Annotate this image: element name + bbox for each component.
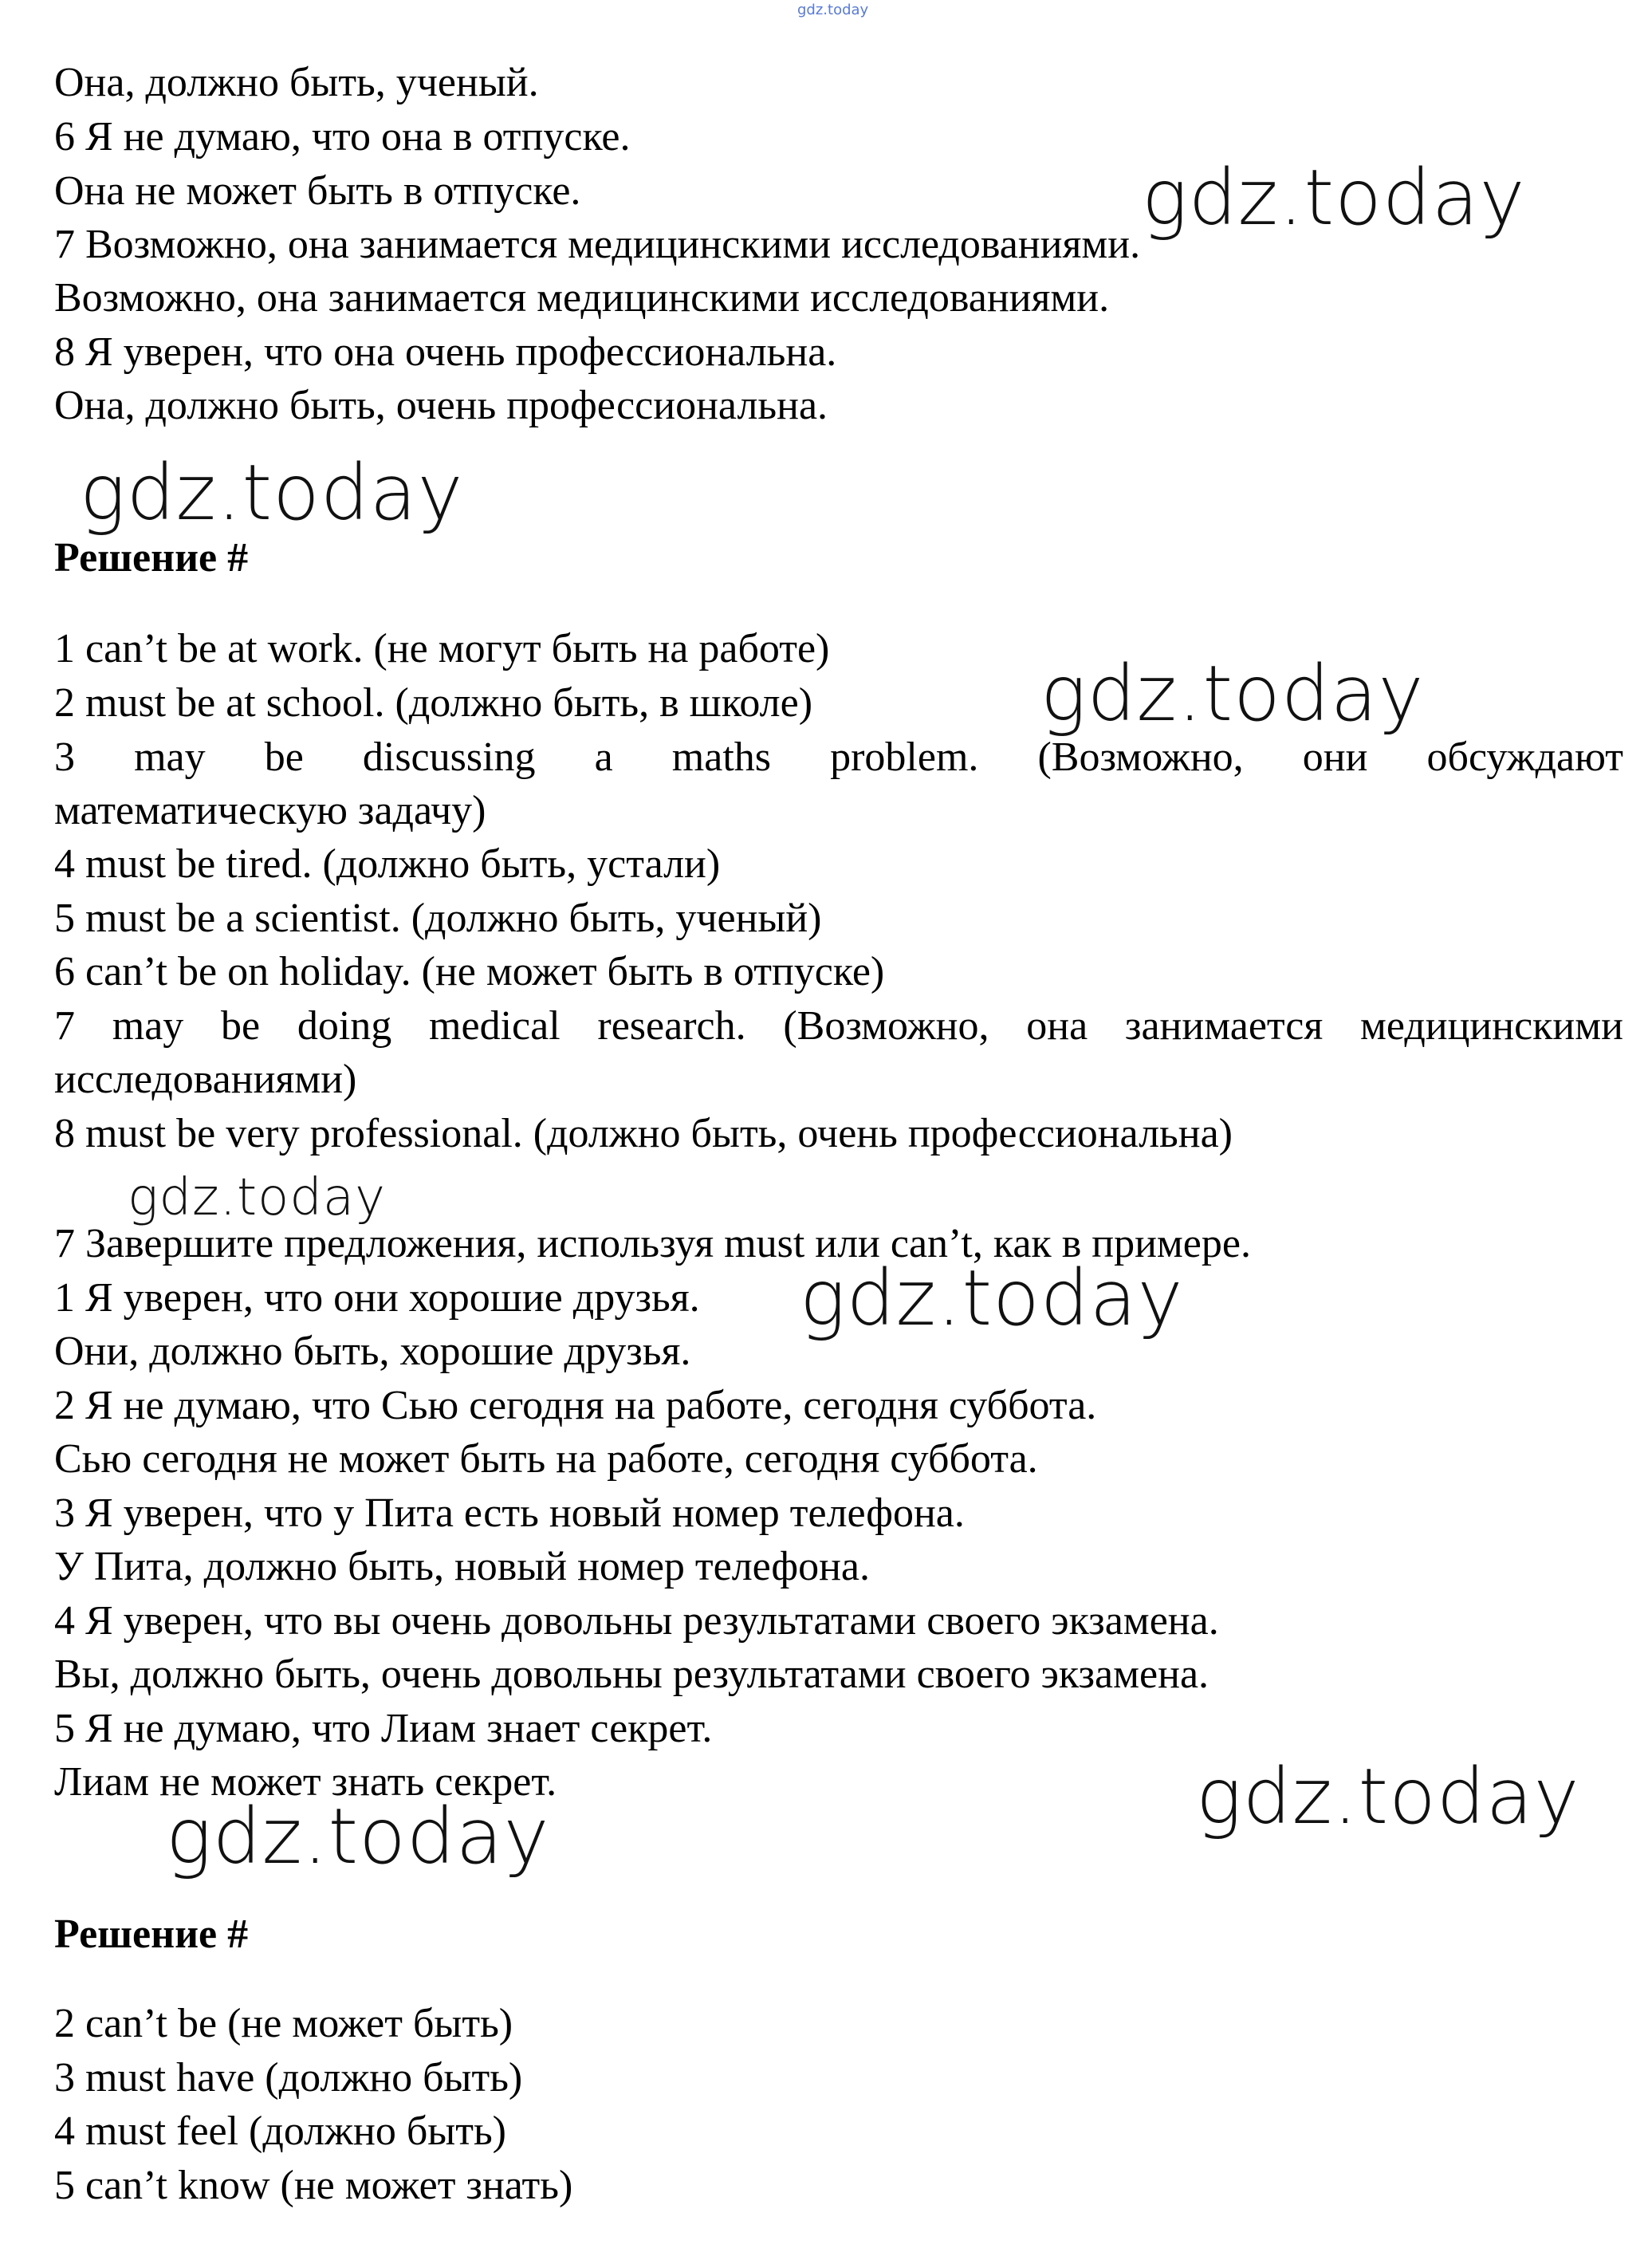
watermark: gdz.today [166,1792,550,1881]
text-line: Возможно, она занимается медицинскими исследованиями. [54,275,1110,321]
watermark: gdz.today [80,448,464,537]
text-line: 7 Возможно, она занимается медицинскими исследованиями. [54,222,1141,267]
answer-line: 3 must have (должно быть) [54,2055,523,2101]
answer-line: 3 may be discussing a maths problem. (Возможно, они обсуждают [54,734,1623,780]
answer-line: 2 must be at school. (должно быть, в школе) [54,680,813,726]
task-title: 7 Завершите предложения, используя must или can’t, как в примере. [54,1221,1251,1266]
answer-line: 5 can’t know (не может знать) [54,2163,573,2208]
solution-heading: Решение # [54,1912,249,1957]
text-line: 1 Я уверен, что они хорошие друзья. [54,1275,700,1321]
answer-line: 7 may be doing medical research. (Возможно, она занимается медицинскими [54,1003,1623,1049]
text-line: 6 Я не думаю, что она в отпуске. [54,114,631,159]
text-line: Вы, должно быть, очень довольны результатами своего экзамена. [54,1652,1210,1697]
answer-line: 8 must be very professional. (должно быть, очень профессиональна) [54,1111,1233,1156]
text-line: У Пита, должно быть, новый номер телефона. [54,1544,870,1589]
answer-line: 1 can’t be at work. (не могут быть на работе) [54,626,830,671]
watermark: gdz.today [1142,153,1526,242]
answer-line: 2 can’t be (не может быть) [54,2001,513,2046]
watermark: gdz.today [1196,1752,1580,1841]
text-line: Сью сегодня не может быть на работе, сегодня суббота. [54,1436,1038,1482]
answer-line: 4 must be tired. (должно быть, устали) [54,841,721,887]
answer-line: 6 can’t be on holiday. (не может быть в отпуске) [54,949,885,994]
text-line: Она, должно быть, очень профессиональна. [54,383,828,428]
answer-line: математическую задачу) [54,788,486,833]
watermark: gdz.today [800,1254,1184,1343]
answer-line: 4 must feel (должно быть) [54,2108,506,2154]
text-line: 2 Я не думаю, что Сью сегодня на работе, сегодня суббота. [54,1383,1097,1428]
answer-line: 5 must be a scientist. (должно быть, ученый) [54,896,822,941]
text-line: Лиам не может знать секрет. [54,1759,557,1805]
answer-line: исследованиями) [54,1057,357,1102]
text-line: 5 Я не думаю, что Лиам знает секрет. [54,1706,713,1751]
text-line: 8 Я уверен, что она очень профессиональна. [54,329,837,375]
solution-heading: Решение # [54,535,249,581]
text-line: 4 Я уверен, что вы очень довольны результатами своего экзамена. [54,1598,1219,1644]
watermark: gdz.today [128,1168,386,1227]
watermark: gdz.today [1040,649,1425,738]
top-watermark: gdz.today [797,2,869,18]
text-line: 3 Я уверен, что у Пита есть новый номер телефона. [54,1490,965,1536]
text-line: Она, должно быть, ученый. [54,60,539,105]
text-line: Она не может быть в отпуске. [54,168,581,214]
text-line: Они, должно быть, хорошие друзья. [54,1329,691,1374]
